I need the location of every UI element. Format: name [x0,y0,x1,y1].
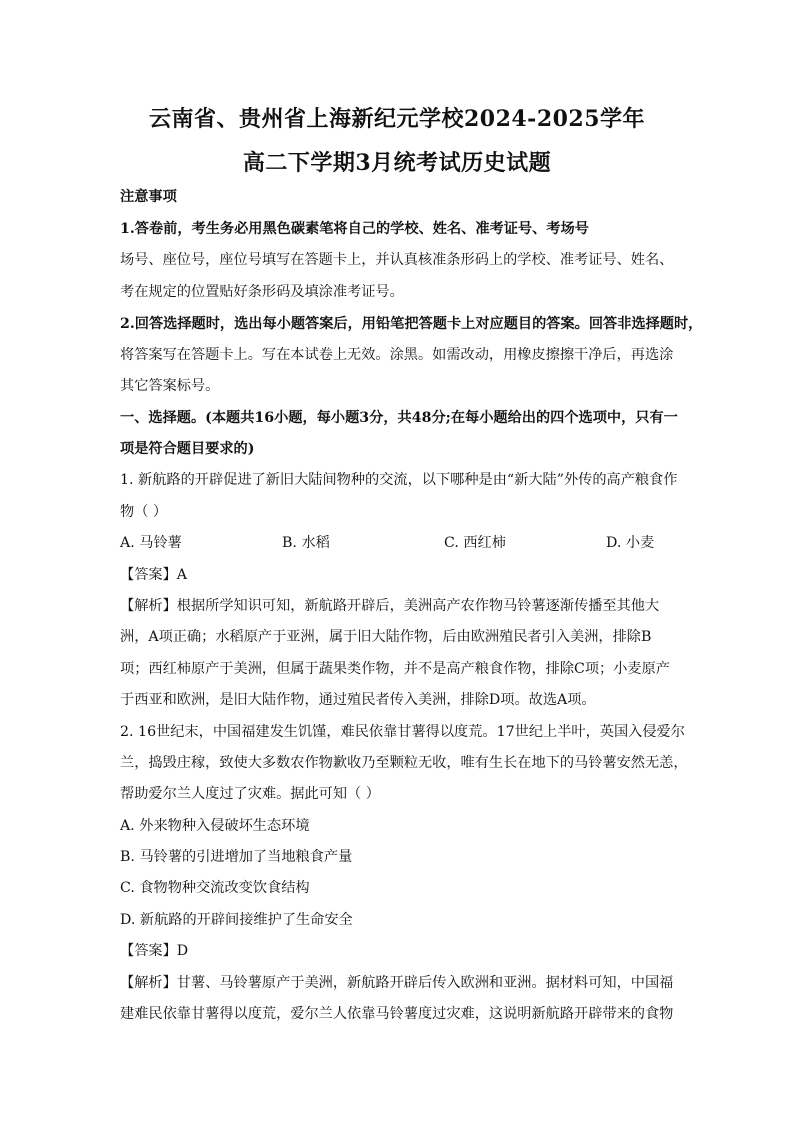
question-2-analysis: 【解析】甘薯、马铃薯原产于美洲，新航路开辟后传入欧洲和亚洲。据材料可知，中国福 [120,975,674,991]
section-heading: 一、选择题。(本题共16小题，每小题3分，共48分;在每小题给出的四个选项中，只有一 [120,410,678,426]
document-title-line-2: 高二下学期3月统考试历史试题 [242,150,552,176]
question-1-analysis: 项；西红柿原产于美洲，但属于蔬果类作物，并不是高产粮食作物，排除C项；小麦原产 [120,661,670,677]
notice-line: 将答案写在答题卡上。写在本试卷上无效。涂黑。如需改动，用橡皮擦擦干净后，再选涂 [120,347,674,363]
question-1-option-c: C. 西红柿 [444,535,506,551]
question-1-option-a: A. 马铃薯 [120,535,182,551]
question-2-option-d: D. 新航路的开辟间接维护了生命安全 [120,912,353,928]
notice-heading: 注意事项 [120,189,177,205]
notice-line: 场号、座位号，座位号填写在答题卡上，并认真核准条形码上的学校、准考证号、姓名、 [120,252,674,268]
document-title-line-1: 云南省、贵州省上海新纪元学校2024-2025学年 [148,106,646,132]
question-1-analysis: 于西亚和欧洲，是旧大陆作物，通过殖民者传入美洲，排除D项。故选A项。 [120,692,596,708]
question-1-option-b: B. 水稻 [282,535,330,551]
question-1-stem: 1. 新航路的开辟促进了新旧大陆间物种的交流，以下哪种是由“新大陆”外传的高产粮食作 [120,472,678,488]
question-2-analysis: 建难民依靠甘薯得以度荒，爱尔兰人依靠马铃薯度过灾难，这说明新航路开辟带来的食物 [120,1006,674,1022]
question-2-answer: 【答案】D [120,943,189,959]
section-heading: 项是符合题目要求的) [120,441,255,457]
notice-line: 2.回答选择题时，选出每小题答案后，用铅笔把答题卡上对应题目的答案。回答非选择题时， [120,316,703,332]
question-1-stem: 物（ ） [120,504,168,520]
question-2-stem: 帮助爱尔兰人度过了灾难。据此可知（ ） [120,786,380,802]
question-2-stem: 2. 16世纪末，中国福建发生饥馑，难民依靠甘薯得以度荒。17世纪上半叶，英国入侵爱尔 [120,724,685,740]
question-2-stem: 兰，捣毁庄稼，致使大多数农作物歉收乃至颗粒无收，唯有生长在地下的马铃薯安然无恙， [120,755,688,771]
notice-line: 其它答案标号。 [120,378,220,394]
notice-line: 1.答卷前，考生务必用黑色碳素笔将自己的学校、姓名、准考证号、考场号 [120,221,589,237]
question-2-option-b: B. 马铃薯的引进增加了当地粮食产量 [120,849,353,865]
notice-line: 考在规定的位置贴好条形码及填涂准考证号。 [120,284,404,300]
question-2-option-c: C. 食物物种交流改变饮食结构 [120,880,310,896]
question-1-analysis: 洲，A项正确；水稻原产于亚洲，属于旧大陆作物，后由欧洲殖民者引入美洲，排除B [120,629,652,645]
question-1-analysis: 【解析】根据所学知识可知，新航路开辟后，美洲高产农作物马铃薯逐渐传播至其他大 [120,598,660,614]
question-1-option-d: D. 小麦 [606,535,655,551]
question-2-option-a: A. 外来物种入侵破坏生态环境 [120,818,310,834]
question-1-answer: 【答案】A [120,567,187,583]
